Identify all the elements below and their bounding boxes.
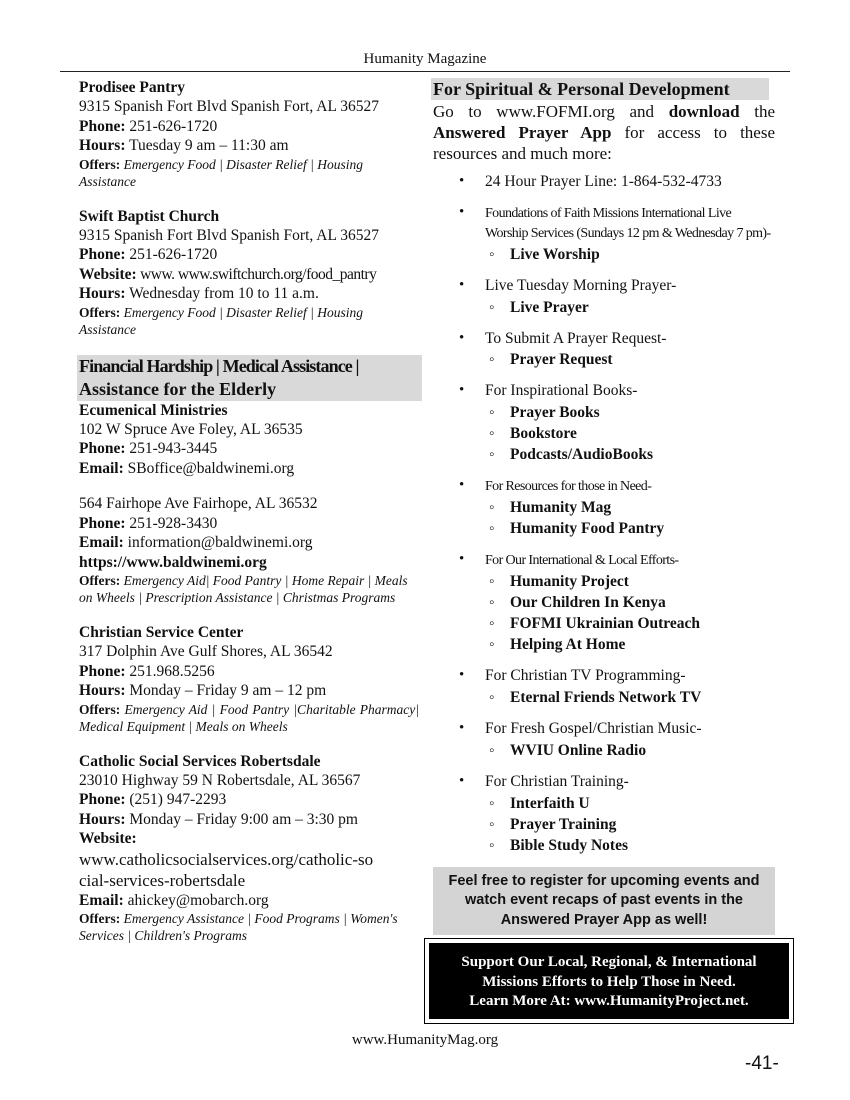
footer-website[interactable]: www.HumanityMag.org xyxy=(351,1032,499,1048)
entry-hours xyxy=(79,681,419,700)
support-banner xyxy=(424,938,794,1024)
entry-christian-service-center xyxy=(79,623,419,736)
resource-link[interactable]: ◦ Our Children In Kenya xyxy=(485,592,775,613)
hours-value: Wednesday from 10 to 11 a.m. xyxy=(125,285,319,303)
intro-download: download xyxy=(668,102,740,121)
resource-item-label: To Submit A Prayer Request- xyxy=(485,329,667,347)
offers-label: Offers: xyxy=(79,156,121,172)
offers-value: Emergency Aid| Food Pantry | Home Repair | Meals on Wheels | Prescription Assistance | Christmas Programs xyxy=(79,572,408,606)
resource-item-label: For Christian TV Programming- xyxy=(485,667,686,685)
support-line-3[interactable]: Learn More At: www.HumanityProject.net. xyxy=(469,993,749,1009)
phone-value: 251-626-1720 xyxy=(125,246,218,264)
resource-link[interactable]: ◦ Bookstore xyxy=(485,423,775,444)
entry-phone xyxy=(79,662,419,681)
email-label: Email: xyxy=(79,534,124,552)
resource-item xyxy=(457,203,775,265)
entry-offers xyxy=(79,572,419,607)
resource-item xyxy=(457,172,775,192)
resource-sublist xyxy=(485,244,775,265)
intro-text-1: Go to www.FOFMI.org and xyxy=(433,102,669,121)
phone-value: 251-928-3430 xyxy=(125,514,218,532)
resource-link[interactable]: ◦ Podcasts/AudioBooks xyxy=(485,444,775,465)
email-link[interactable]: ahickey@mobarch.org xyxy=(123,891,269,909)
support-banner-inner xyxy=(429,943,789,1019)
entry-fairhope xyxy=(79,494,419,607)
resource-link[interactable]: ◦ Humanity Food Pantry xyxy=(485,518,775,539)
entry-email xyxy=(79,891,419,910)
entry-phone xyxy=(79,514,419,533)
entry-phone xyxy=(79,790,419,809)
offers-value: Emergency Food | Disaster Relief | Housing Assistance xyxy=(79,304,363,338)
resource-item xyxy=(457,772,775,856)
offers-value: Emergency Assistance | Food Programs | Women's Services | Children's Programs xyxy=(79,910,398,944)
entry-phone xyxy=(79,439,419,458)
entry-offers xyxy=(79,701,419,736)
resource-sublist xyxy=(485,793,775,856)
entry-phone xyxy=(79,117,419,136)
entry-name: Swift Baptist Church xyxy=(79,207,220,225)
section-heading-spiritual: For Spiritual & Personal Development xyxy=(431,78,769,100)
offers-label: Offers: xyxy=(79,910,121,926)
hours-value: Tuesday 9 am – 11:30 am xyxy=(125,137,289,155)
entry-prodisee-pantry xyxy=(79,78,419,191)
resource-link[interactable]: ◦ WVIU Online Radio xyxy=(485,740,775,761)
resource-item xyxy=(457,276,775,318)
entry-swift-baptist xyxy=(79,207,419,339)
entry-address: 23010 Highway 59 N Robertsdale, AL 36567 xyxy=(79,771,361,789)
offers-value: Emergency Food | Disaster Relief | Housing Assistance xyxy=(79,156,363,190)
intro-paragraph xyxy=(433,101,775,164)
website-link[interactable]: www. www.swiftchurch.org/food_pantry xyxy=(136,265,377,283)
phone-value: (251) 947-2293 xyxy=(125,791,227,809)
resource-item-label: Live Tuesday Morning Prayer- xyxy=(485,276,677,294)
support-line-1: Support Our Local, Regional, & International xyxy=(461,954,757,970)
entry-offers xyxy=(79,910,419,945)
hours-label: Hours: xyxy=(79,285,126,303)
phone-label: Phone: xyxy=(79,514,126,532)
resource-item-label: For Christian Training- xyxy=(485,772,629,790)
resource-sublist xyxy=(485,687,775,708)
phone-label: Phone: xyxy=(79,246,126,264)
resource-item xyxy=(457,381,775,465)
section-heading-financial xyxy=(79,355,419,401)
phone-value: 251-943-3445 xyxy=(125,440,218,458)
offers-value: Emergency Aid | Food Pantry |Charitable Pharmacy| Medical Equipment | Meals on Wheels xyxy=(79,701,419,735)
register-events-box: Feel free to register for upcoming events and watch event recaps of past events in the Answered Prayer App as well! xyxy=(433,867,775,936)
hours-value: Monday – Friday 9 am – 12 pm xyxy=(125,682,327,700)
resource-link[interactable]: ◦ Prayer Request xyxy=(485,349,775,370)
page-number: -41- xyxy=(745,1053,779,1074)
resource-link[interactable]: ◦ Live Worship xyxy=(485,244,775,265)
resource-link[interactable]: ◦ Humanity Mag xyxy=(485,497,775,518)
resource-link[interactable]: ◦ Live Prayer xyxy=(485,297,775,318)
intro-text-2: the xyxy=(739,102,775,121)
entry-email xyxy=(79,459,419,478)
website-label: Website: xyxy=(79,265,137,283)
entry-hours xyxy=(79,284,419,303)
website-link[interactable]: www.catholicsocialservices.org/catholic-social-services-robertsdale xyxy=(79,849,374,890)
email-link[interactable]: information@baldwinemi.org xyxy=(123,534,313,552)
resource-item xyxy=(457,476,775,539)
resource-link[interactable]: ◦ Bible Study Notes xyxy=(485,835,775,856)
resource-item-label: For Resources for those in Need- xyxy=(485,479,652,495)
resource-sublist xyxy=(485,571,775,655)
resource-item-label: For Inspirational Books- xyxy=(485,382,638,400)
resource-item-label: Foundations of Faith Missions International Live Worship Services (Sundays 12 pm & Wednesday 7 pm)- xyxy=(485,205,771,241)
resource-link[interactable]: ◦ Prayer Training xyxy=(485,814,775,835)
resource-item-label: For Fresh Gospel/Christian Music- xyxy=(485,719,702,737)
entry-name: Christian Service Center xyxy=(79,623,244,641)
phone-value: 251.968.5256 xyxy=(125,662,215,680)
entry-website xyxy=(79,265,419,284)
resource-item xyxy=(457,329,775,371)
hours-label: Hours: xyxy=(79,810,126,828)
left-column xyxy=(79,78,419,961)
header-divider xyxy=(60,71,790,72)
resource-sublist xyxy=(485,740,775,761)
resource-item xyxy=(457,666,775,708)
resource-list xyxy=(433,172,775,856)
entry-address: 564 Fairhope Ave Fairhope, AL 36532 xyxy=(79,495,318,513)
entry-hours xyxy=(79,810,419,829)
offers-label: Offers: xyxy=(79,304,121,320)
entry-address: 102 W Spruce Ave Foley, AL 36535 xyxy=(79,421,303,439)
section-heading-line-2: Assistance for the Elderly xyxy=(77,378,422,401)
email-label: Email: xyxy=(79,891,124,909)
offers-label: Offers: xyxy=(79,701,121,717)
resource-item-label: 24 Hour Prayer Line: 1-864-532-4733 xyxy=(485,173,722,190)
support-line-2: Missions Efforts to Help Those in Need. xyxy=(482,973,736,990)
resource-link[interactable]: ◦ Helping At Home xyxy=(485,634,775,655)
phone-label: Phone: xyxy=(79,662,126,680)
right-column xyxy=(433,78,775,935)
resource-link[interactable]: ◦ Interfaith U xyxy=(485,793,775,814)
entry-name: Prodisee Pantry xyxy=(79,79,186,96)
entry-offers xyxy=(79,304,419,339)
entry-address: 9315 Spanish Fort Blvd Spanish Fort, AL 36527 xyxy=(79,98,379,116)
offers-label: Offers: xyxy=(79,572,121,588)
entry-address: 317 Dolphin Ave Gulf Shores, AL 36542 xyxy=(79,643,333,661)
hours-label: Hours: xyxy=(79,137,126,155)
intro-text-3: for access to these resources and much more: xyxy=(433,123,775,163)
resource-link[interactable]: ◦ FOFMI Ukrainian Outreach xyxy=(485,613,775,634)
resource-link[interactable]: ◦ Humanity Project xyxy=(485,571,775,592)
resource-sublist xyxy=(485,349,775,370)
entry-offers xyxy=(79,156,419,191)
resource-item-label: For Our International & Local Efforts- xyxy=(485,553,679,569)
resource-sublist xyxy=(485,402,775,465)
email-label: Email: xyxy=(79,459,124,477)
entry-address: 9315 Spanish Fort Blvd Spanish Fort, AL 36527 xyxy=(79,227,379,245)
entry-ecumenical-ministries xyxy=(79,401,419,479)
website-label: Website: xyxy=(79,830,137,848)
entry-email xyxy=(79,533,419,552)
phone-label: Phone: xyxy=(79,440,126,458)
resource-item xyxy=(457,719,775,761)
entry-phone xyxy=(79,245,419,264)
entry-name: Catholic Social Services Robertsdale xyxy=(79,752,321,770)
phone-value: 251-626-1720 xyxy=(125,117,218,135)
entry-hours xyxy=(79,136,419,155)
phone-label: Phone: xyxy=(79,791,126,809)
resource-sublist xyxy=(485,297,775,318)
resource-sublist xyxy=(485,497,775,539)
email-link[interactable]: SBoffice@baldwinemi.org xyxy=(123,459,295,477)
resource-item xyxy=(457,550,775,655)
hours-value: Monday – Friday 9:00 am – 3:30 pm xyxy=(125,810,358,828)
entry-catholic-social-services xyxy=(79,752,419,945)
entry-website-link[interactable]: https://www.baldwinemi.org xyxy=(79,553,267,571)
intro-app-name: Answered Prayer App xyxy=(433,123,612,142)
resource-link[interactable]: ◦ Eternal Friends Network TV xyxy=(485,687,775,708)
section-heading-line-1: Financial Hardship | Medical Assistance | xyxy=(77,355,422,378)
resource-link[interactable]: ◦ Prayer Books xyxy=(485,402,775,423)
hours-label: Hours: xyxy=(79,682,126,700)
entry-name: Ecumenical Ministries xyxy=(79,401,228,419)
page-header-title: Humanity Magazine xyxy=(363,51,487,67)
phone-label: Phone: xyxy=(79,117,126,135)
